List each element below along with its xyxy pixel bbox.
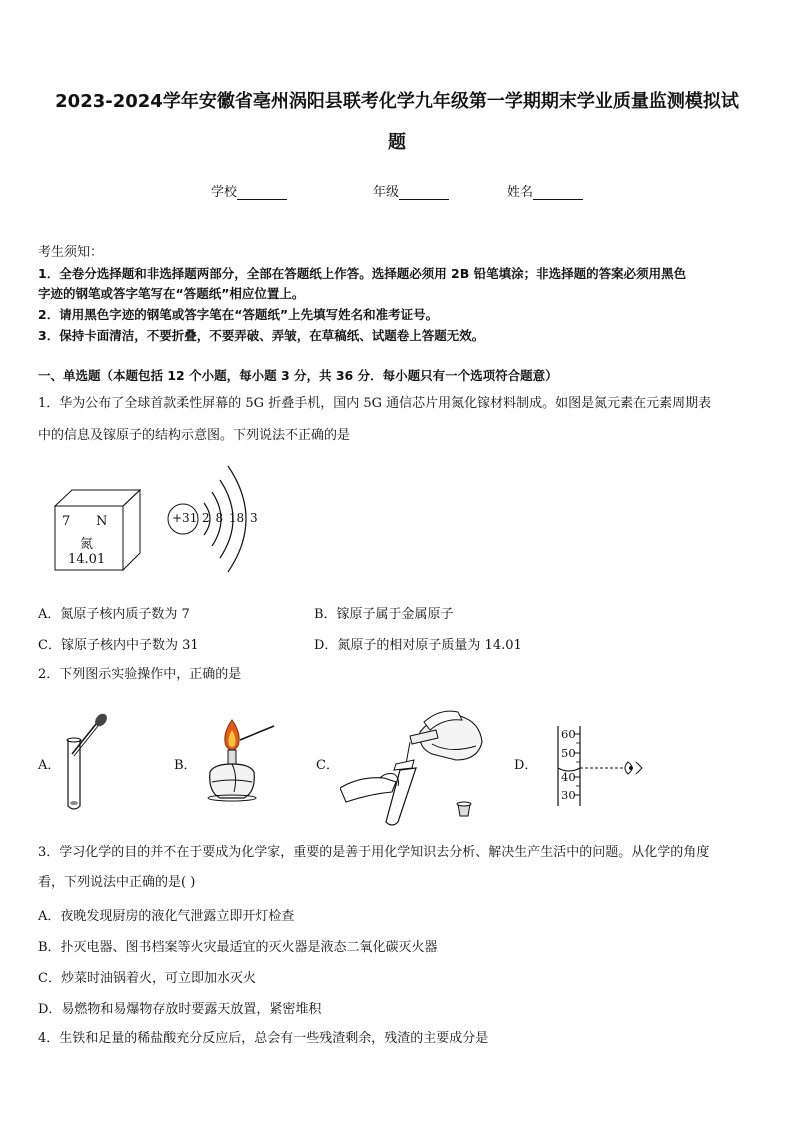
question-3-stem: 3．学习化学的目的并不在于要成为化学家，重要的是善于用化学知识去分析、解决生产生活中的问题。从化学的角度 (38, 845, 710, 860)
notice-heading: 考生须知： (38, 245, 104, 260)
question-2-option-b-label[interactable]: B． (174, 758, 197, 773)
notice-item-1: 1．全卷分选择题和非选择题两部分，全部在答题纸上作答。选择题必须用 2B 铅笔填涂；非选择题的答案必须用黑色 (38, 266, 687, 281)
notice-item-3: 3．保持卡面清洁，不要折叠，不要弄破、弄皱，在草稿纸、试题卷上答题无效。 (38, 328, 485, 343)
question-2-option-c-label[interactable]: C． (316, 758, 339, 773)
school-label: 学校 (211, 185, 238, 200)
element-name: 氮 (80, 537, 94, 552)
question-4-stem: 4．生铁和足量的稀盐酸充分反应后，总会有一些残渣剩余，残渣的主要成分是 (38, 1031, 489, 1046)
element-symbol: N (96, 514, 108, 529)
question-2-option-a-label[interactable]: A． (38, 758, 61, 773)
notice-item-1-continued: 字迹的钢笔或答字笔写在“答题纸”相应位置上。 (38, 286, 305, 301)
question-1-option-b[interactable]: B．镓原子属于金属原子 (314, 607, 454, 622)
question-2-stem: 2．下列图示实验操作中，正确的是 (38, 667, 242, 682)
page-title-continued: 题 (388, 132, 406, 153)
name-label: 姓名 (507, 185, 534, 200)
question-3-option-b[interactable]: B．扑灭电器、图书档案等火灾最适宜的灭火器是液态二氧化碳灭火器 (38, 940, 438, 955)
name-blank (533, 185, 583, 200)
notice-item-2: 2．请用黑色字迹的钢笔或答字笔在“答题纸”上先填写姓名和准考证号。 (38, 307, 439, 322)
element-mass: 14.01 (68, 552, 106, 567)
section-heading: 一、单选题（本题包括 12 个小题，每小题 3 分，共 36 分．每小题只有一个选项符合题意） (38, 368, 558, 383)
atom-nucleus-charge: +31 (172, 511, 198, 525)
pouring-liquid-image (340, 708, 490, 830)
cylinder-tick-30: 30 (561, 788, 576, 802)
question-1-option-a[interactable]: A．氮原子核内质子数为 7 (38, 607, 190, 622)
school-blank (237, 185, 287, 200)
cylinder-tick-60: 60 (561, 727, 576, 741)
school-field (211, 181, 287, 200)
cylinder-tick-50: 50 (561, 746, 576, 760)
name-field (507, 181, 583, 200)
alcohol-lamp-image (198, 712, 278, 808)
question-2-option-d-label[interactable]: D． (514, 758, 538, 773)
grade-field (373, 181, 449, 200)
question-3-option-d[interactable]: D．易燃物和易爆物存放时要露天放置，紧密堆积 (38, 1002, 322, 1017)
question-3-stem-continued: 看，下列说法中正确的是( ) (38, 875, 196, 890)
question-1-stem-continued: 中的信息及镓原子的结构示意图。下列说法不正确的是 (38, 428, 351, 443)
dropper-test-tube-image (60, 710, 115, 815)
page-title: 2023-2024学年安徽省亳州涡阳县联考化学九年级第一学期期末学业质量监测模拟试 (55, 91, 739, 112)
question-1-option-d[interactable]: D．氮原子的相对原子质量为 14.01 (314, 638, 522, 653)
question-1-stem: 1．华为公布了全球首款柔性屏幕的 5G 折叠手机，国内 5G 通信芯片用氮化镓材料制成。如图是氮元素在元素周期表 (38, 396, 712, 411)
element-number: 7 (62, 514, 71, 529)
question-3-option-a[interactable]: A．夜晚发现厨房的液化气泄露立即开灯检查 (38, 909, 295, 924)
question-3-option-c[interactable]: C．炒菜时油锅着火，可立即加水灭火 (38, 971, 256, 986)
cylinder-tick-40: 40 (561, 770, 576, 784)
grade-blank (399, 185, 449, 200)
grade-label: 年级 (373, 185, 400, 200)
question-1-option-c[interactable]: C．镓原子核内中子数为 31 (38, 638, 199, 653)
atom-electron-shells: 2 8 18 3 (202, 511, 258, 525)
